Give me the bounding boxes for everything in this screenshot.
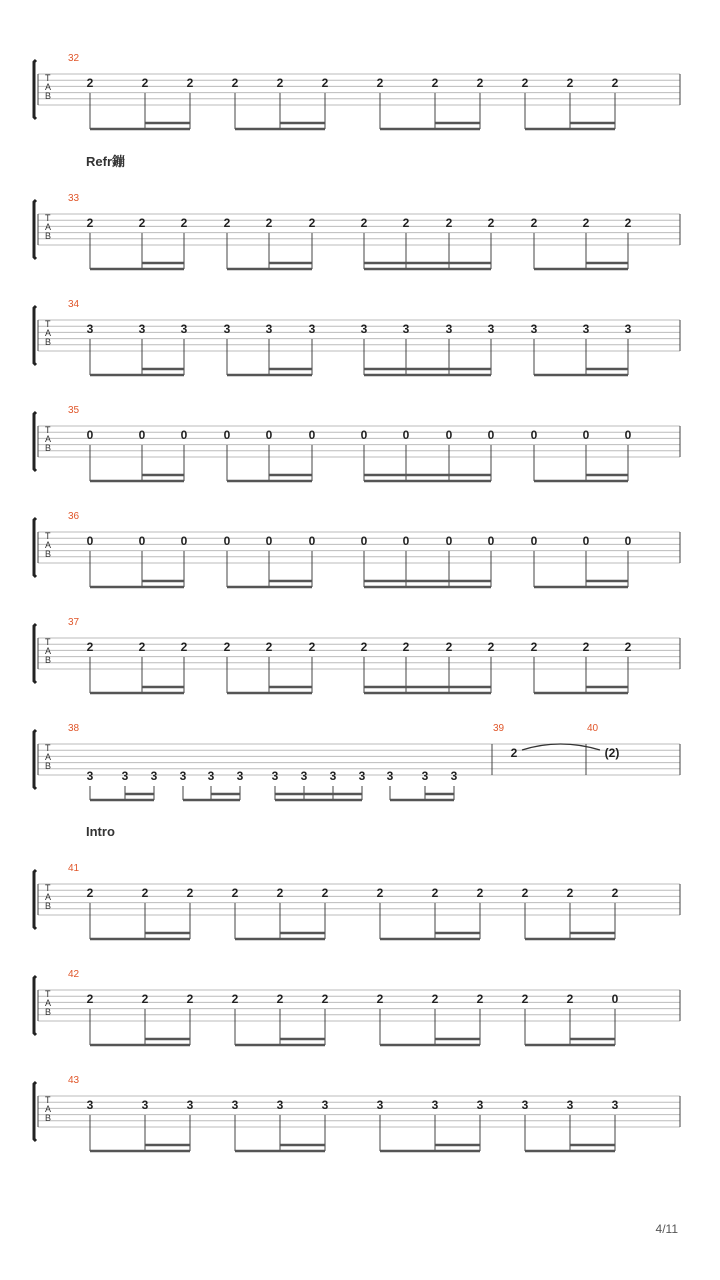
measure-number: 32 xyxy=(68,53,80,64)
tab-clef-letter: B xyxy=(45,443,52,453)
tab-clef-letter: A xyxy=(45,222,52,232)
tab-clef-letter: B xyxy=(45,1007,52,1017)
fret-number: 3 xyxy=(450,769,458,783)
fret-number: 2 xyxy=(231,992,239,1006)
fret-number: 2 xyxy=(231,886,239,900)
fret-number: 0 xyxy=(624,534,632,548)
measure-number: 34 xyxy=(68,299,80,310)
fret-number: (2) xyxy=(604,746,620,760)
fret-number: 2 xyxy=(138,640,146,654)
tab-clef-letter: T xyxy=(45,743,51,753)
fret-number: 3 xyxy=(487,322,495,336)
fret-number: 2 xyxy=(566,992,574,1006)
fret-number: 0 xyxy=(360,534,368,548)
fret-number: 0 xyxy=(180,534,188,548)
tab-clef-letter: T xyxy=(45,883,51,893)
fret-number: 2 xyxy=(223,640,231,654)
system-bracket xyxy=(34,200,36,259)
fret-number: 3 xyxy=(186,1098,194,1112)
fret-number: 2 xyxy=(445,640,453,654)
fret-number: 3 xyxy=(360,322,368,336)
system-bracket xyxy=(34,1082,36,1141)
fret-number: 2 xyxy=(265,640,273,654)
fret-number: 2 xyxy=(141,886,149,900)
fret-number: 0 xyxy=(530,534,538,548)
tie-arc xyxy=(522,744,600,750)
fret-number: 3 xyxy=(431,1098,439,1112)
tab-clef-letter: B xyxy=(45,901,52,911)
section-label: Intro xyxy=(86,824,115,839)
fret-number: 2 xyxy=(321,76,329,90)
fret-number: 3 xyxy=(86,322,94,336)
tab-clef-letter: A xyxy=(45,646,52,656)
fret-number: 3 xyxy=(179,769,187,783)
fret-number: 2 xyxy=(180,216,188,230)
system-bracket xyxy=(34,412,36,471)
fret-number: 3 xyxy=(180,322,188,336)
tab-clef-letter: A xyxy=(45,82,52,92)
fret-number: 3 xyxy=(150,769,158,783)
fret-number: 3 xyxy=(231,1098,239,1112)
fret-number: 3 xyxy=(402,322,410,336)
fret-number: 2 xyxy=(276,76,284,90)
measure-number: 39 xyxy=(493,723,505,734)
fret-number: 2 xyxy=(521,76,529,90)
fret-number: 3 xyxy=(138,322,146,336)
fret-number: 3 xyxy=(207,769,215,783)
tab-clef-letter: T xyxy=(45,531,51,541)
fret-number: 3 xyxy=(386,769,394,783)
measure-number: 38 xyxy=(68,723,80,734)
measure-number: 36 xyxy=(68,511,80,522)
tab-clef-letter: A xyxy=(45,328,52,338)
fret-number: 2 xyxy=(141,992,149,1006)
fret-number: 2 xyxy=(138,216,146,230)
fret-number: 3 xyxy=(86,769,94,783)
system-bracket xyxy=(34,60,36,119)
fret-number: 3 xyxy=(521,1098,529,1112)
tab-clef-letter: T xyxy=(45,213,51,223)
fret-number: 2 xyxy=(308,216,316,230)
fret-number: 0 xyxy=(223,428,231,442)
fret-number: 2 xyxy=(376,886,384,900)
fret-number: 2 xyxy=(86,886,94,900)
fret-number: 0 xyxy=(445,534,453,548)
fret-number: 2 xyxy=(624,640,632,654)
fret-number: 2 xyxy=(223,216,231,230)
fret-number: 3 xyxy=(121,769,129,783)
fret-number: 2 xyxy=(86,76,94,90)
fret-number: 0 xyxy=(624,428,632,442)
tab-clef-letter: T xyxy=(45,637,51,647)
fret-number: 0 xyxy=(360,428,368,442)
fret-number: 2 xyxy=(476,992,484,1006)
tab-clef-letter: T xyxy=(45,73,51,83)
system-bracket xyxy=(34,730,36,789)
fret-number: 0 xyxy=(402,534,410,548)
fret-number: 3 xyxy=(376,1098,384,1112)
fret-number: 2 xyxy=(431,992,439,1006)
fret-number: 2 xyxy=(521,886,529,900)
tab-clef-letter: A xyxy=(45,540,52,550)
fret-number: 2 xyxy=(276,992,284,1006)
tab-clef-letter: B xyxy=(45,761,52,771)
fret-number: 0 xyxy=(86,428,94,442)
fret-number: 2 xyxy=(566,886,574,900)
measure-number: 33 xyxy=(68,193,80,204)
fret-number: 2 xyxy=(360,216,368,230)
tab-clef-letter: B xyxy=(45,91,52,101)
fret-number: 3 xyxy=(300,769,308,783)
fret-number: 3 xyxy=(624,322,632,336)
fret-number: 0 xyxy=(487,428,495,442)
fret-number: 2 xyxy=(308,640,316,654)
fret-number: 2 xyxy=(321,886,329,900)
fret-number: 0 xyxy=(402,428,410,442)
tab-clef-letter: B xyxy=(45,549,52,559)
fret-number: 2 xyxy=(186,886,194,900)
fret-number: 3 xyxy=(276,1098,284,1112)
tab-clef-letter: T xyxy=(45,989,51,999)
fret-number: 0 xyxy=(582,428,590,442)
fret-number: 0 xyxy=(308,428,316,442)
system-bracket xyxy=(34,518,36,577)
fret-number: 2 xyxy=(231,76,239,90)
fret-number: 2 xyxy=(611,76,619,90)
tab-clef-letter: B xyxy=(45,1113,52,1123)
fret-number: 0 xyxy=(138,534,146,548)
fret-number: 2 xyxy=(487,216,495,230)
fret-number: 3 xyxy=(223,322,231,336)
tab-clef-letter: T xyxy=(45,319,51,329)
tab-clef-letter: T xyxy=(45,1095,51,1105)
fret-number: 2 xyxy=(186,992,194,1006)
fret-number: 2 xyxy=(402,216,410,230)
fret-number: 2 xyxy=(86,216,94,230)
fret-number: 2 xyxy=(141,76,149,90)
tab-clef-letter: B xyxy=(45,337,52,347)
fret-number: 2 xyxy=(530,640,538,654)
fret-number: 0 xyxy=(265,428,273,442)
tab-clef-letter: T xyxy=(45,425,51,435)
page-number: 4/11 xyxy=(655,1222,678,1236)
tab-clef-letter: B xyxy=(45,231,52,241)
fret-number: 2 xyxy=(186,76,194,90)
fret-number: 0 xyxy=(86,534,94,548)
fret-number: 2 xyxy=(521,992,529,1006)
fret-number: 2 xyxy=(360,640,368,654)
fret-number: 2 xyxy=(510,746,518,760)
fret-number: 3 xyxy=(358,769,366,783)
fret-number: 3 xyxy=(141,1098,149,1112)
fret-number: 2 xyxy=(86,992,94,1006)
measure-number: 37 xyxy=(68,617,80,628)
fret-number: 2 xyxy=(376,76,384,90)
tab-clef-letter: A xyxy=(45,1104,52,1114)
fret-number: 2 xyxy=(582,216,590,230)
fret-number: 2 xyxy=(402,640,410,654)
fret-number: 0 xyxy=(487,534,495,548)
system-bracket xyxy=(34,624,36,683)
system-bracket xyxy=(34,976,36,1035)
fret-number: 2 xyxy=(624,216,632,230)
fret-number: 2 xyxy=(276,886,284,900)
measure-number: 40 xyxy=(587,723,599,734)
fret-number: 2 xyxy=(86,640,94,654)
fret-number: 2 xyxy=(487,640,495,654)
measure-number: 35 xyxy=(68,405,80,416)
fret-number: 2 xyxy=(376,992,384,1006)
fret-number: 2 xyxy=(476,886,484,900)
fret-number: 2 xyxy=(566,76,574,90)
fret-number: 3 xyxy=(530,322,538,336)
fret-number: 0 xyxy=(138,428,146,442)
fret-number: 0 xyxy=(180,428,188,442)
measure-number: 42 xyxy=(68,969,80,980)
fret-number: 3 xyxy=(566,1098,574,1112)
system-bracket xyxy=(34,306,36,365)
fret-number: 3 xyxy=(476,1098,484,1112)
fret-number: 2 xyxy=(431,76,439,90)
fret-number: 3 xyxy=(308,322,316,336)
fret-number: 2 xyxy=(530,216,538,230)
measure-number: 41 xyxy=(68,863,80,874)
fret-number: 0 xyxy=(445,428,453,442)
system-bracket xyxy=(34,870,36,929)
fret-number: 3 xyxy=(445,322,453,336)
fret-number: 0 xyxy=(530,428,538,442)
fret-number: 2 xyxy=(180,640,188,654)
fret-number: 2 xyxy=(321,992,329,1006)
fret-number: 0 xyxy=(308,534,316,548)
tab-clef-letter: B xyxy=(45,655,52,665)
tab-clef-letter: A xyxy=(45,892,52,902)
fret-number: 2 xyxy=(582,640,590,654)
fret-number: 2 xyxy=(611,886,619,900)
tab-clef-letter: A xyxy=(45,752,52,762)
fret-number: 0 xyxy=(265,534,273,548)
fret-number: 2 xyxy=(431,886,439,900)
section-label: Refr鏰 xyxy=(86,154,126,169)
fret-number: 3 xyxy=(582,322,590,336)
fret-number: 2 xyxy=(476,76,484,90)
fret-number: 0 xyxy=(582,534,590,548)
fret-number: 3 xyxy=(86,1098,94,1112)
fret-number: 3 xyxy=(265,322,273,336)
fret-number: 0 xyxy=(223,534,231,548)
tab-clef-letter: A xyxy=(45,998,52,1008)
tab-clef-letter: A xyxy=(45,434,52,444)
fret-number: 3 xyxy=(329,769,337,783)
fret-number: 3 xyxy=(421,769,429,783)
fret-number: 2 xyxy=(265,216,273,230)
fret-number: 0 xyxy=(611,992,619,1006)
fret-number: 3 xyxy=(611,1098,619,1112)
fret-number: 3 xyxy=(236,769,244,783)
fret-number: 3 xyxy=(321,1098,329,1112)
fret-number: 3 xyxy=(271,769,279,783)
fret-number: 2 xyxy=(445,216,453,230)
measure-number: 43 xyxy=(68,1075,80,1086)
